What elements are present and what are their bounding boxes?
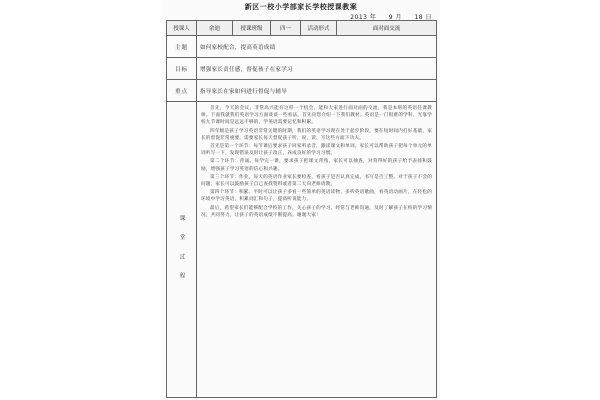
date-month: 9 月 [388, 14, 403, 21]
process-paragraph: 最后，希望家长们能够配合学校的工作，关心孩子的学习，经常与老师沟通，及时了解孩子在校的学习情况，共同努力，让孩子的英语成绩不断提高。谢谢大家！ [201, 205, 432, 218]
subject-value: 如何家校配合，提高英语成绩 [197, 36, 437, 58]
form-label: 活动形式 [301, 21, 337, 36]
date-day: 18 日 [414, 14, 432, 21]
process-paragraph: 第四个环节：积累。平时可以让孩子多看一些简单的英语读物，多听英语歌曲，看英语动画片，在轻松的环境中学习英语，积累词汇和句子，提高听说能力。 [201, 190, 432, 203]
process-label: 课 堂 过 程 [167, 102, 197, 398]
subject-row [167, 36, 437, 58]
document-title: 新区一校小学部家长学校授课教案 [244, 3, 358, 11]
header-row [167, 21, 437, 36]
goal-value: 增强家长责任感，督促孩子在家学习 [197, 58, 437, 80]
process-paragraph: 首先是第一个环节：每节课后要求孩子回家听录音，跟读课文和单词。家长可以帮助孩子把每个单元的单词听写一下，发现错误及时让孩子改正，养成良好的学习习惯。 [201, 144, 432, 157]
process-paragraph: 第三个环节：作业。每天的英语作业家长要检查，看孩子是否认真完成，书写是否工整。对于孩子不会的问题，家长可以鼓励孩子自己查找资料或者第二天向老师请教。 [201, 174, 432, 188]
process-paragraph: 首先，今天的会议，非常高兴能有这样一个机会，能和大家进行面对面的交流，我是本班的英语任课教师。下面我就我们英语学习方面谈谈一些看法，首先向您介绍一下我们教材。英语是一门很难的学科，光靠学校九节课时间是远远不够的，学英语需要记忆和积累。 [201, 106, 432, 126]
process-body [197, 102, 437, 398]
lesson-plan-page [162, 0, 440, 400]
goal-label: 目标 [167, 58, 197, 80]
teacher-value: 余迪 [197, 21, 233, 36]
process-row [167, 102, 437, 398]
class-label: 授课班级 [233, 21, 271, 36]
key-value: 指导家长在家如何进行督促与辅导 [197, 80, 437, 102]
subject-label: 主题 [167, 36, 197, 58]
key-row [167, 80, 437, 102]
goal-row [167, 58, 437, 80]
process-paragraph: 四年级是孩子学习英语非常关键的时期，我们的英语学习现在处于起步阶段，要在短时间内打好基础，家长的督促非常重要。需要家长每天督促孩子听、说、读、写这些方面下功夫。 [201, 128, 432, 141]
lesson-plan-table [166, 20, 437, 398]
key-label: 重点 [167, 80, 197, 102]
teacher-label: 授课人 [167, 21, 197, 36]
process-paragraph: 第二个环节：背诵。每学完一课，要求孩子把课文背熟，家长可以抽查，对背得好的孩子给予表扬和鼓励，增强孩子学习英语的信心和兴趣。 [201, 159, 432, 172]
date-year: 2013 年 [350, 14, 377, 21]
form-value: 面对面交流 [337, 21, 437, 36]
class-value: 四一 [271, 21, 301, 36]
